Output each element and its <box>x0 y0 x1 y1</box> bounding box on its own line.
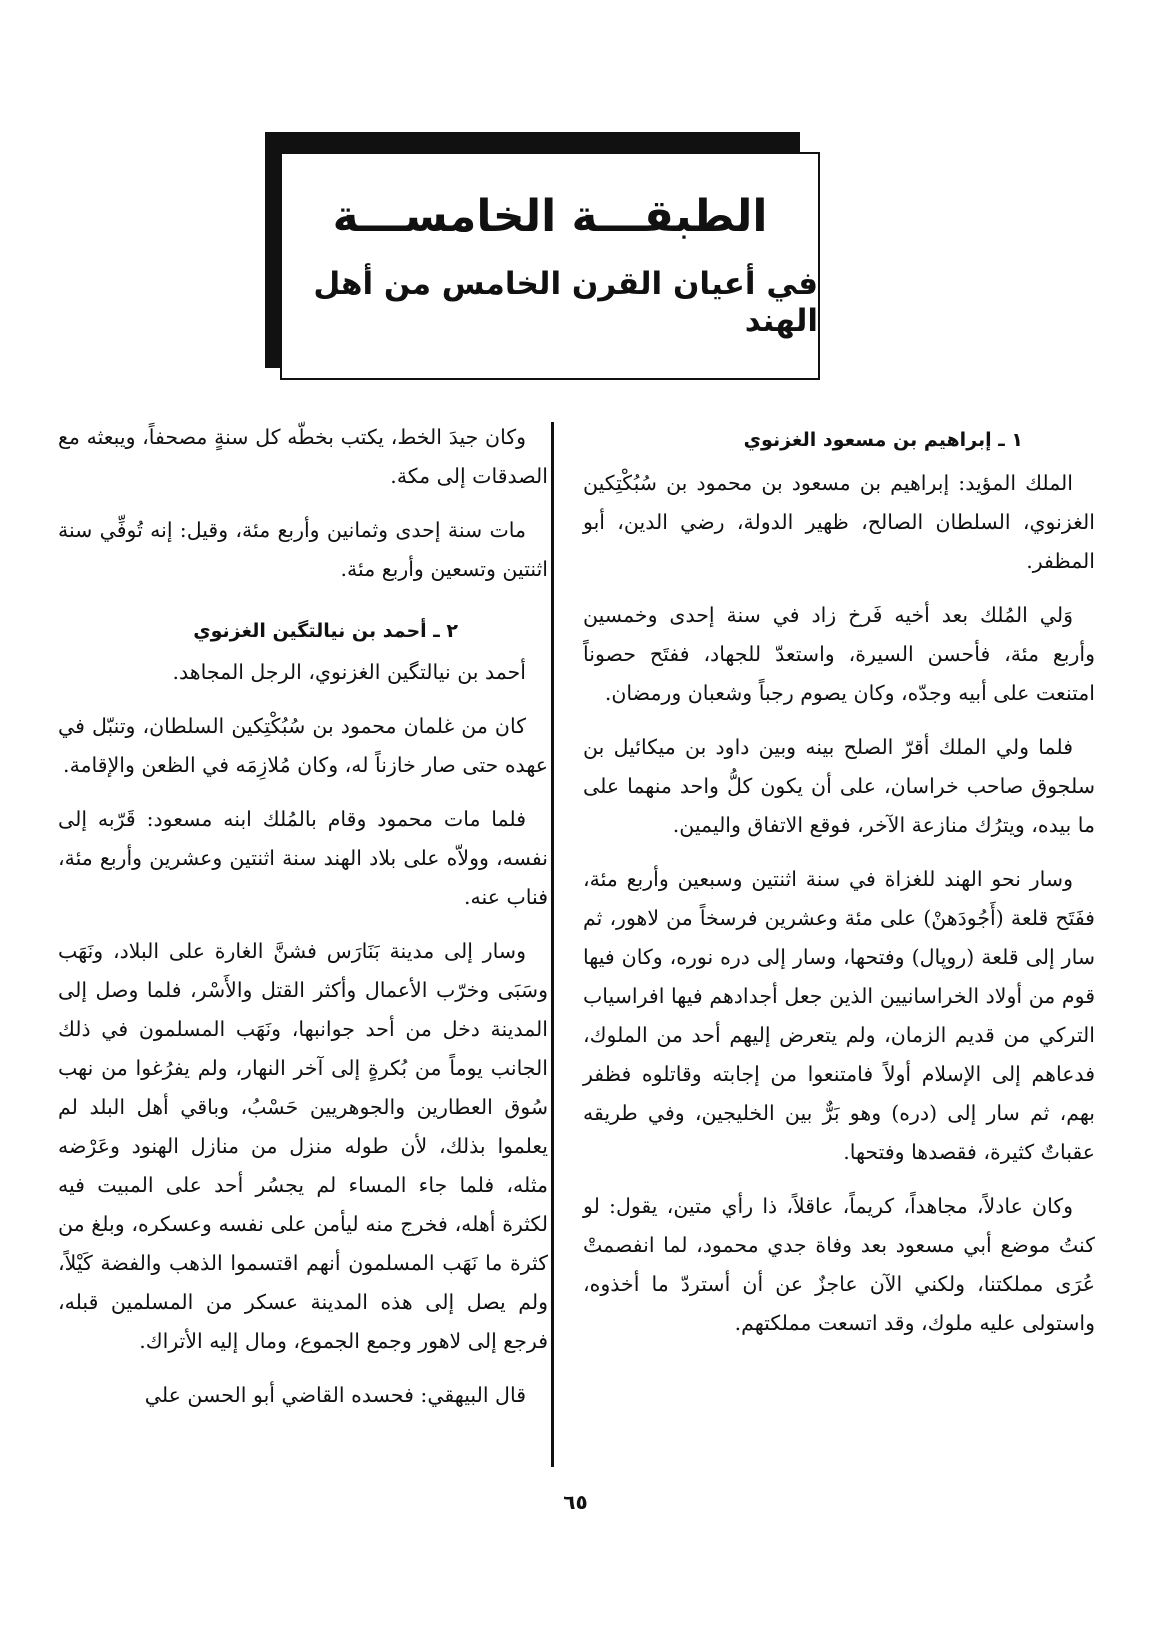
paragraph: فلما مات محمود وقام بالمُلك ابنه مسعود: قَرّبه إلى نفسه، وولاّه على بلاد الهند سنة اثنتين وعشرين وأربع مئة، فناب عنه. <box>58 807 548 909</box>
chapter-title: الطبقـــة الخامســـة <box>332 191 768 243</box>
entry-heading-ahmad: ٢ ـ أحمد بن نيالتگين الغزنوي <box>193 620 458 642</box>
paragraph: وكان جيدَ الخط، يكتب بخطّه كل سنةٍ مصحفاً، ويبعثه مع الصدقات إلى مكة. <box>58 425 548 488</box>
paragraph: قال البيهقي: فحسده القاضي أبو الحسن علي <box>144 1383 526 1407</box>
paragraph: وكان عادلاً، مجاهداً، كريماً، عاقلاً، ذا رأي متين، يقول: لو كنتُ موضع أبي مسعود بعد وفاة جدي محمود، لما انفصمتْ عُرَى مملكتنا، ولكني الآن عاجزٌ عن أن أستردّ ما أخذوه، واستولى عليه ملوك، وقد اتسعت مملكتهم. <box>583 1194 1095 1335</box>
paragraph: مات سنة إحدى وثمانين وأربع مئة، وقيل: إنه تُوفِّي سنة اثنتين وتسعين وأربع مئة. <box>58 518 548 581</box>
chapter-title-box <box>280 152 820 380</box>
chapter-subtitle: في أعيان القرن الخامس من أهل الهند <box>313 266 818 340</box>
paragraph: الملك المؤيد: إبراهيم بن مسعود بن محمود بن سُبُكْتِكين الغزنوي، السلطان الصالح، ظهير الدولة، رضي الدين، أبو المظفر. <box>583 471 1095 573</box>
paragraph: أحمد بن نيالتگين الغزنوي، الرجل المجاهد. <box>172 660 526 684</box>
paragraph: وَلي المُلك بعد أخيه فَرخ زاد في سنة إحدى وخمسين وأربع مئة، فأحسن السيرة، واستعدّ للجهاد، ففتَح حصوناً امتنعت على أبيه وجدّه، وكان يصوم رجباً وشعبان ورمضان. <box>583 603 1095 705</box>
entry-heading-ibrahim: ١ ـ إبراهيم بن مسعود الغزنوي <box>743 429 1023 451</box>
paragraph: فلما ولي الملك أقرّ الصلح بينه وبين داود بن ميكائيل بن سلجوق صاحب خراسان، على أن يكون كلُّ واحد منهما على ما بيده، ويترُك منازعة الآخر، فوقع الاتفاق واليمين. <box>583 735 1095 837</box>
column-divider <box>551 422 554 1467</box>
paragraph: وسار إلى مدينة بَنَارَس فشنَّ الغارة على البلاد، ونَهَب وسَبَى وخرّب الأعمال وأكثر القتل والأَسْر، فلما وصل إلى المدينة دخل من أحد جوانبها، ونَهَب المسلمون في ذلك الجانب يوماً من بُكرةٍ إلى آخر النهار، ولم يفرُغوا من نهب سُوق العطارين والجوهريين حَسْبُ، وباقي أهل البلد لم يعلموا بذلك، لأن طوله منزل من منازل الهنود وعَرْضه مثله، فلما جاء المساء لم يجسُر أحد على المبيت فيه لكثرة أهله، فخرج منه ليأمن على نفسه وعسكره، وبلغ من كثرة ما نَهَب المسلمون أنهم اقتسموا الذهب والفضة كَيْلاً، ولم يصل إلى هذه المدينة عسكر من المسلمين قبله، فرجع إلى لاهور وجمع الجموع، ومال إليه الأتراك. <box>58 939 548 1353</box>
paragraph: كان من غلمان محمود بن سُبُكْتِكين السلطان، وتنبّل في عهده حتى صار خازناً له، وكان مُلازِمَه في الظعن والإقامة. <box>58 714 548 777</box>
page-number: ٦٥ <box>563 1490 588 1514</box>
right-column <box>583 418 1095 1358</box>
paragraph: وسار نحو الهند للغزاة في سنة اثنتين وسبعين وأربع مئة، ففَتَح قلعة (أَجُودَهنْ) على مئة وعشرين فرسخاً من لاهور، ثم سار إلى قلعة (روپال) وفتحها، وسار إلى دره نوره، وكان فيها قوم من أولاد الخراسانيين الذين جعل أجدادهم فيها افراسياب التركي من قديم الزمان، ولم يتعرض إليهم أحد من الملوك، فدعاهم إلى الإسلام أولاً فامتنعوا من إجابته وقاتلوه فظفر بهم، ثم سار إلى (دره) وهو بَرٌّ بين الخليجين، وفي طريقه عقباتٌ كثيرة، فقصدها وفتحها. <box>583 867 1095 1164</box>
left-column <box>58 418 548 1430</box>
